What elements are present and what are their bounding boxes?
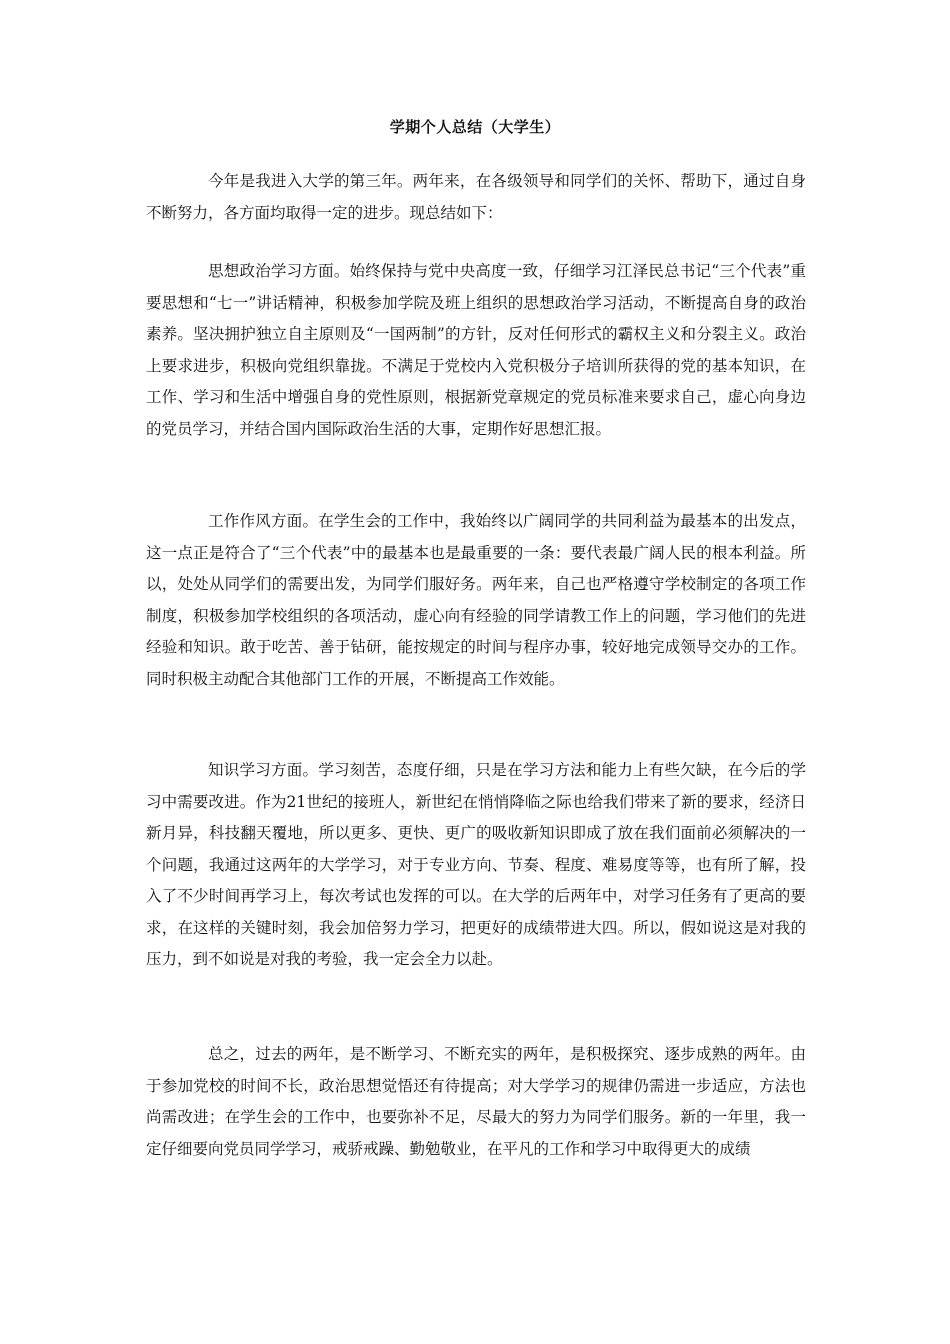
paragraph-political-study: 思想政治学习方面。始终保持与党中央高度一致，仔细学习江泽民总书记“三个代表”重要思想和“七一”讲话精神，积极参加学院及班上组织的思想政治学习活动，不断提高自身的政治素养。坚决拥护独立自主原则及“一国两制”的方针，反对任何形式的霸权主义和分裂主义。政治上要求进步，积极向党组织靠拢。不满足于党校内入党积极分子培训所获得的党的基本知识，在工作、学习和生活中增强自身的党性原则，根据新党章规定的党员标准来要求自己，虚心向身边的党员学习，并结合国内国际政治生活的大事，定期作好思想汇报。 [146, 262, 806, 438]
paragraph-summary: 总之，过去的两年，是不断学习、不断充实的两年，是积极探究、逐步成熟的两年。由于参加党校的时间不长，政治思想觉悟还有待提高；对大学学习的规律仍需进一步适应，方法也尚需改进；在学生会的工作中，也要弥补不足，尽最大的努力为同学们服务。新的一年里，我一定仔细要向党员同学学习，戒骄戒躁、勤勉敬业，在平凡的工作和学习中取得更大的成绩 [146, 1045, 806, 1158]
paragraph-knowledge-study: 知识学习方面。学习刻苦，态度仔细，只是在学习方法和能力上有些欠缺，在今后的学习中需要改进。作为21世纪的接班人，新世纪在悄悄降临之际也给我们带来了新的要求，经济日新月异，科技翻天覆地，所以更多、更快、更广的吸收新知识即成了放在我们面前必须解决的一个问题，我通过这两年的大学学习，对于专业方向、节奏、程度、难易度等等，也有所了解，投入了不少时间再学习上，每次考试也发挥的可以。在大学的后两年中，对学习任务有了更高的要求，在这样的关键时刻，我会加倍努力学习，把更好的成绩带进大四。所以，假如说这是对我的压力，到不如说是对我的考验，我一定会全力以赴。 [146, 761, 806, 968]
document-title: 学期个人总结（大学生） [389, 118, 561, 136]
paragraph-work-style: 工作作风方面。在学生会的工作中，我始终以广阔同学的共同利益为最基本的出发点，这一点正是符合了“三个代表”中的最基本也是最重要的一条：要代表最广阔人民的根本利益。所以，处处从同学们的需要出发，为同学们服好务。两年来，自己也严格遵守学校制定的各项工作制度，积极参加学校组织的各项活动，虚心向有经验的同学请教工作上的问题，学习他们的先进经验和知识。敢于吃苦、善于钻研，能按规定的时间与程序办事，较好地完成领导交办的工作。同时积极主动配合其他部门工作的开展，不断提高工作效能。 [146, 512, 806, 688]
paragraph-intro: 今年是我进入大学的第三年。两年来，在各级领导和同学们的关怀、帮助下，通过自身不断努力，各方面均取得一定的进步。现总结如下： [146, 172, 806, 222]
